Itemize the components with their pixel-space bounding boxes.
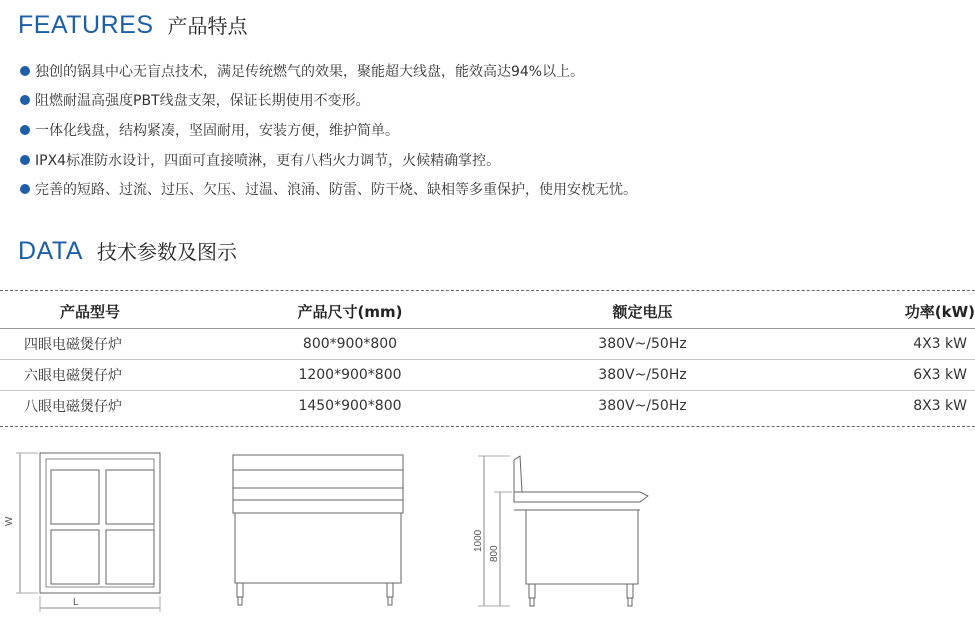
- cell-power: 8X3 kW: [765, 391, 975, 422]
- cell-power: 6X3 kW: [765, 360, 975, 391]
- features-list: [20, 56, 637, 204]
- table-top-divider: [0, 290, 975, 291]
- feature-text: 独创的锅具中心无盲点技术，满足传统燃气的效果，聚能超大线盘，能效高达94%以上。: [35, 63, 585, 80]
- header-model: 产品型号: [59, 302, 120, 321]
- top-view-drawing: [16, 453, 160, 612]
- feature-text: 阻燃耐温高强度PBT线盘支架，保证长期使用不变形。: [35, 93, 370, 110]
- cell-size: 1450*900*800: [180, 391, 520, 422]
- data-title-en: DATA: [18, 237, 83, 265]
- table-header-row: [0, 294, 975, 329]
- cell-model: 八眼电磁煲仔炉: [0, 391, 180, 422]
- table-bottom-divider: [0, 426, 975, 427]
- table-row: [0, 329, 975, 360]
- feature-text: IPX4标准防水设计，四面可直接喷淋，更有八档火力调节，火候精确掌控。: [35, 152, 501, 169]
- width-dimension-label: W: [4, 516, 15, 526]
- front-view-drawing: [233, 455, 403, 605]
- cell-voltage: 380V~/50Hz: [520, 329, 765, 360]
- bullet-icon: [20, 66, 30, 76]
- header-voltage: 额定电压: [612, 302, 673, 321]
- cell-model: 六眼电磁煲仔炉: [0, 360, 180, 391]
- cell-power: 4X3 kW: [765, 329, 975, 360]
- total-height-label: 1000: [473, 529, 484, 552]
- spec-table: [0, 294, 975, 421]
- features-title-cn: 产品特点: [167, 14, 248, 38]
- bullet-icon: [20, 184, 30, 194]
- data-heading: [18, 236, 237, 266]
- feature-item: [20, 56, 637, 86]
- table-row: [0, 360, 975, 391]
- features-title-en: FEATURES: [18, 11, 154, 39]
- cell-model: 四眼电磁煲仔炉: [0, 329, 180, 360]
- bullet-icon: [20, 95, 30, 105]
- cell-voltage: 380V~/50Hz: [520, 360, 765, 391]
- feature-text: 一体化线盘，结构紧凑，坚固耐用，安装方便，维护简单。: [35, 122, 399, 139]
- counter-height-label: 800: [489, 545, 500, 562]
- cell-size: 1200*900*800: [180, 360, 520, 391]
- header-size: 产品尺寸(mm): [297, 302, 403, 321]
- data-title-cn: 技术参数及图示: [96, 240, 237, 264]
- features-heading: [18, 10, 248, 40]
- technical-drawings: [0, 440, 975, 639]
- cell-size: 800*900*800: [180, 329, 520, 360]
- length-dimension-label: L: [73, 597, 79, 608]
- bullet-icon: [20, 155, 30, 165]
- table-row: [0, 391, 975, 422]
- bullet-icon: [20, 125, 30, 135]
- side-view-drawing: [478, 456, 648, 606]
- feature-item: [20, 174, 637, 204]
- feature-item: [20, 115, 637, 145]
- header-power: 功率(kW): [904, 302, 975, 321]
- cell-voltage: 380V~/50Hz: [520, 391, 765, 422]
- feature-item: [20, 86, 637, 116]
- feature-text: 完善的短路、过流、过压、欠压、过温、浪涌、防雷、防干烧、缺相等多重保护，使用安枕无忧。: [35, 182, 637, 199]
- feature-item: [20, 145, 637, 175]
